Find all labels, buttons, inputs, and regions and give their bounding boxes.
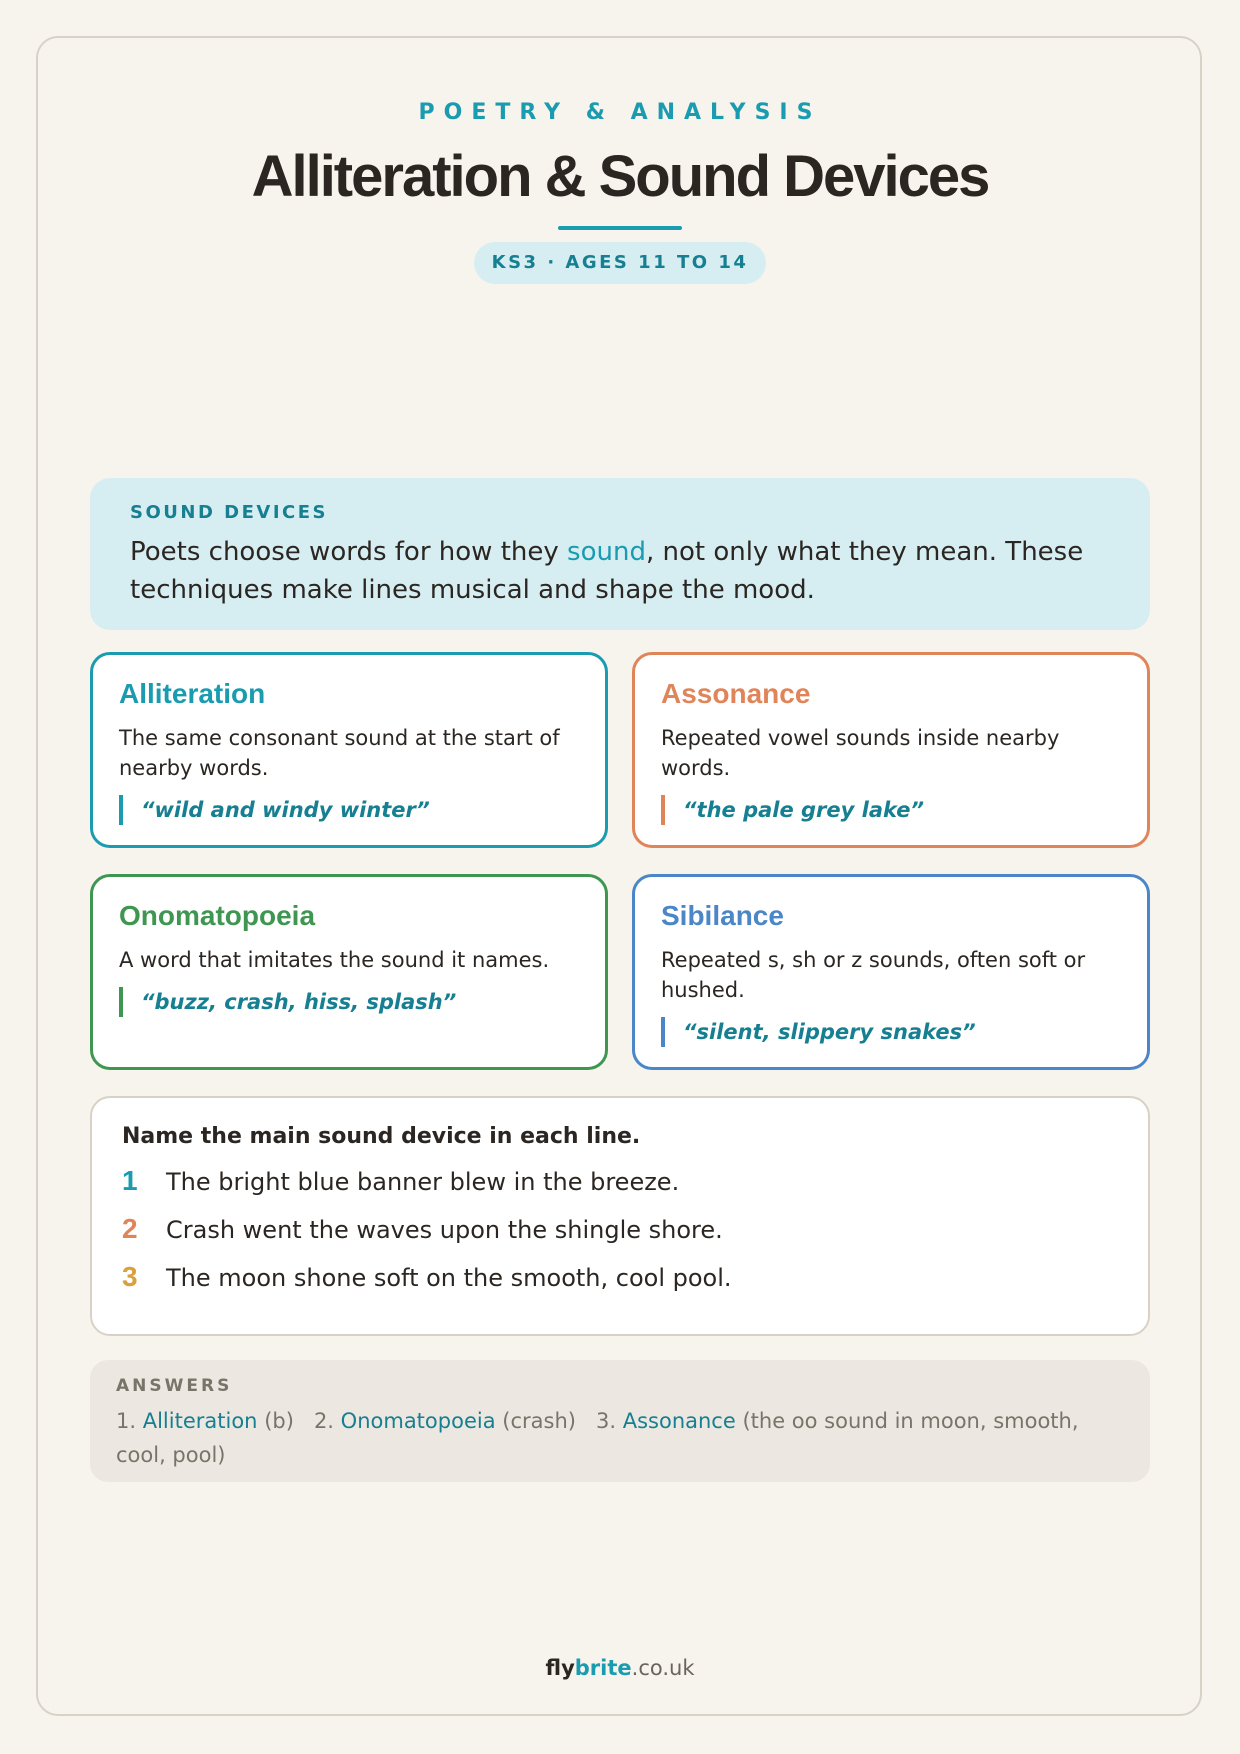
- page-title: Alliteration & Sound Devices: [251, 144, 989, 209]
- answer-term: Onomatopoeia: [340, 1409, 496, 1433]
- brand-part-brite: brite: [574, 1656, 632, 1680]
- eyebrow-label: POETRY & ANALYSIS: [418, 100, 822, 125]
- answer-term: Assonance: [622, 1409, 736, 1433]
- answer-number: 2.: [313, 1409, 334, 1433]
- age-badge: KS3 · AGES 11 TO 14: [474, 242, 766, 284]
- answer-note: (b): [264, 1409, 294, 1433]
- card-description: A word that imitates the sound it names.: [119, 948, 550, 972]
- answers-label: ANSWERS: [116, 1376, 233, 1396]
- answers-box: [90, 1360, 1150, 1482]
- title-underline: [558, 226, 682, 230]
- quiz-item-number: 3: [122, 1261, 138, 1292]
- card-example: “silent, slippery snakes”: [661, 1017, 1121, 1047]
- card-title: Onomatopoeia: [119, 900, 316, 931]
- answer-term: Alliteration: [142, 1409, 258, 1433]
- answer-note: (crash): [502, 1409, 576, 1433]
- card-assonance: [632, 652, 1150, 848]
- footer-brand: [0, 1656, 1240, 1680]
- quiz-item-text: The bright blue banner blew in the breeze.: [166, 1168, 680, 1196]
- quiz-prompt: Name the main sound device in each line.: [122, 1124, 641, 1149]
- quiz-item: [122, 1261, 1118, 1293]
- card-example: “buzz, crash, hiss, splash”: [119, 987, 579, 1017]
- intro-box: [90, 478, 1150, 630]
- brand-part-fly: fly: [545, 1656, 575, 1680]
- intro-text-start: Poets choose words for how they: [130, 537, 568, 567]
- intro-highlight: sound: [567, 537, 646, 567]
- quiz-item-number: 2: [122, 1213, 138, 1244]
- quiz-item-number: 1: [122, 1165, 138, 1196]
- quiz-item-text: Crash went the waves upon the shingle shore.: [166, 1216, 723, 1244]
- card-sibilance: [632, 874, 1150, 1070]
- brand-domain: .co.uk: [631, 1656, 695, 1680]
- quiz-item-text: The moon shone soft on the smooth, cool pool.: [166, 1264, 732, 1292]
- answer-number: 1.: [116, 1409, 137, 1433]
- answers-text: [116, 1404, 1124, 1472]
- answer-note: (the oo sound in moon, smooth, cool, pool): [116, 1409, 1079, 1467]
- card-title: Assonance: [661, 678, 811, 709]
- answer-number: 3.: [595, 1409, 617, 1433]
- quiz-item: [122, 1213, 1118, 1245]
- card-alliteration: [90, 652, 608, 848]
- card-example: “the pale grey lake”: [661, 795, 1121, 825]
- card-title: Sibilance: [661, 900, 784, 931]
- card-example: “wild and windy winter”: [119, 795, 579, 825]
- quiz-item: [122, 1165, 1118, 1197]
- card-title: Alliteration: [119, 678, 266, 709]
- card-onomatopoeia: [90, 874, 608, 1070]
- card-description: Repeated vowel sounds inside nearby words.: [661, 726, 1060, 780]
- quiz-box: [90, 1096, 1150, 1336]
- intro-text: [130, 533, 1110, 609]
- intro-text-end: , not only what they mean. These techniques make lines musical and shape the mood.: [130, 537, 1084, 605]
- card-description: The same consonant sound at the start of nearby words.: [119, 726, 560, 780]
- intro-label: SOUND DEVICES: [130, 502, 328, 523]
- card-description: Repeated s, sh or z sounds, often soft or hushed.: [661, 948, 1086, 1002]
